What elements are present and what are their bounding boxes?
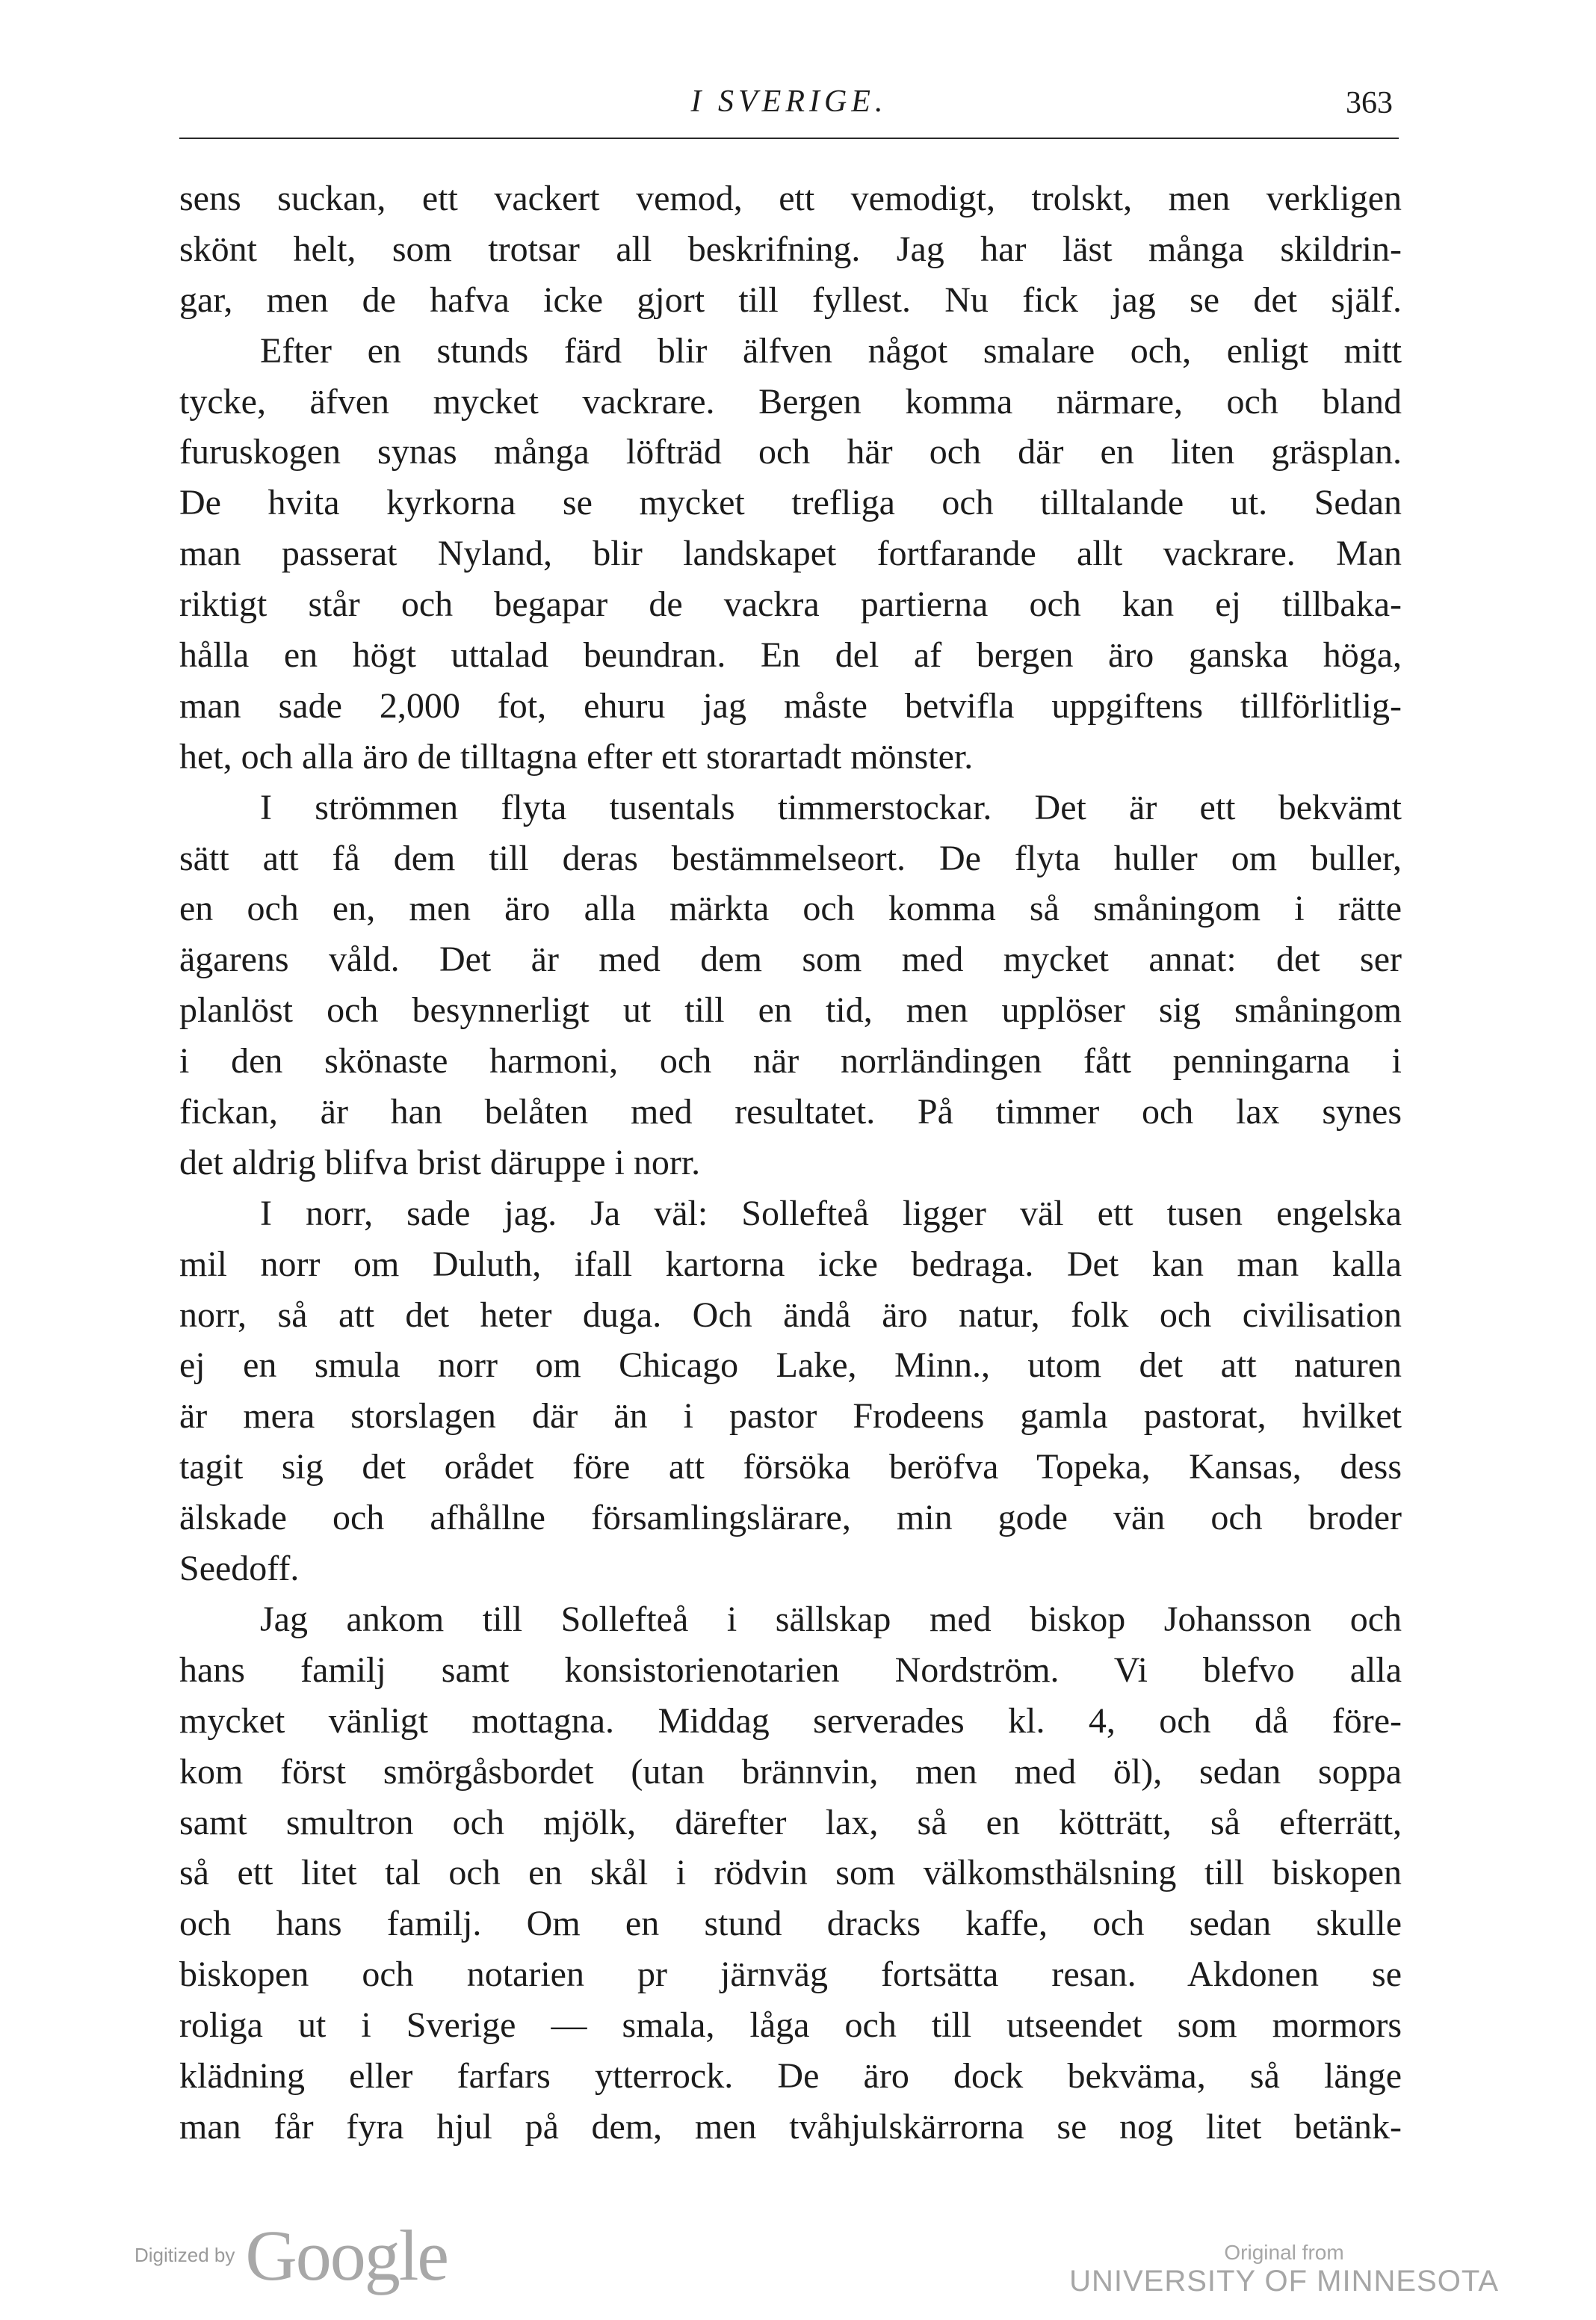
- text-line: samt smultron och mjölk, därefter lax, så en kötträtt, så efterrätt,: [179, 1802, 1402, 1842]
- text-line: sätt att få dem till deras bestämmelseort. De flyta huller om buller,: [179, 838, 1402, 878]
- text-line: i den skönaste harmoni, och när norrländingen fått penningarna i: [179, 1041, 1402, 1082]
- text-line: älskade och afhållne församlingslärare, min gode vän och broder: [179, 1498, 1402, 1538]
- body-text: [179, 173, 1402, 2153]
- text-line: kom först smörgåsbordet (utan brännvin, men med öl), sedan soppa: [179, 1751, 1402, 1792]
- text-line: ej en smula norr om Chicago Lake, Minn., utom det att naturen: [179, 1345, 1402, 1386]
- text-line: De hvita kyrkorna se mycket trefliga och tilltalande ut. Sedan: [179, 483, 1402, 523]
- text-line: mycket vänligt mottagna. Middag serverades kl. 4, och då före-: [179, 1700, 1402, 1741]
- text-line: biskopen och notarien pr järnväg fortsätta resan. Akdonen se: [179, 1955, 1402, 1995]
- text-line: het, och alla äro de tilltagna efter ett storartadt mönster.: [179, 736, 974, 777]
- text-line: fickan, är han belåten med resultatet. På timmer och lax synes: [179, 1092, 1402, 1132]
- text-line: man får fyra hjul på dem, men tvåhjulskärrorna se nog litet betänk-: [179, 2106, 1402, 2147]
- digitized-by-watermark: [134, 2214, 448, 2296]
- text-line: skönt helt, som trotsar all beskrifning. Jag har läst många skildrin-: [179, 229, 1402, 269]
- text-line: hålla en högt uttalad beundran. En del af bergen äro ganska höga,: [179, 635, 1402, 676]
- text-line: man passerat Nyland, blir landskapet fortfarande allt vackrare. Man: [179, 534, 1402, 574]
- text-line: sens suckan, ett vackert vemod, ett vemodigt, trolskt, men verkligen: [179, 179, 1402, 218]
- text-line: norr, så att det heter duga. Och ändå äro natur, folk och civilisation: [179, 1295, 1402, 1335]
- text-line: en och en, men äro alla märkta och komma så småningom i rätte: [179, 889, 1402, 929]
- text-line: planlöst och besynnerligt ut till en tid, men upplöser sig småningom: [179, 990, 1402, 1031]
- text-line: riktigt står och begapar de vackra partierna och kan ej tillbaka-: [179, 584, 1402, 625]
- text-line: är mera storslagen där än i pastor Frodeens gamla pastorat, hvilket: [179, 1396, 1402, 1437]
- digitized-by-label: Digitized by: [134, 2243, 235, 2266]
- text-line: Seedoff.: [179, 1549, 300, 1589]
- google-logo: Google: [245, 2215, 448, 2295]
- text-line: så ett litet tal och en skål i rödvin som välkomsthälsning till biskopen: [179, 1853, 1402, 1893]
- text-line: Efter en stunds färd blir älfven något smalare och, enligt mitt: [260, 330, 1402, 371]
- text-line: I strömmen flyta tusentals timmerstockar. Det är ett bekvämt: [260, 787, 1402, 827]
- text-line: furuskogen synas många löfträd och här och där en liten gräsplan.: [179, 432, 1402, 472]
- text-line: ägarens våld. Det är med dem som med mycket annat: det ser: [179, 940, 1402, 980]
- university-label: UNIVERSITY OF MINNESOTA: [1069, 2265, 1499, 2298]
- text-line: Jag ankom till Sollefteå i sällskap med biskop Johansson och: [260, 1599, 1402, 1639]
- source-watermark: [1069, 2241, 1499, 2298]
- running-head: I SVERIGE.: [690, 84, 888, 119]
- text-line: gar, men de hafva icke gjort till fyllest. Nu fick jag se det själf.: [179, 280, 1402, 320]
- text-line: tagit sig det orådet före att försöka beröfva Topeka, Kansas, dess: [179, 1447, 1402, 1487]
- text-line: och hans familj. Om en stund dracks kaffe, och sedan skulle: [179, 1904, 1402, 1944]
- text-line: hans familj samt konsistorienotarien Nordström. Vi blefvo alla: [179, 1650, 1402, 1690]
- text-line: man sade 2,000 fot, ehuru jag måste betvifla uppgiftens tillförlitlig-: [179, 685, 1402, 726]
- page-number: 363: [1346, 86, 1393, 120]
- page-header: [179, 78, 1399, 139]
- text-line: roliga ut i Sverige — smala, låga och till utseendet som mormors: [179, 2005, 1402, 2046]
- text-line: mil norr om Duluth, ifall kartorna icke bedraga. Det kan man kalla: [179, 1244, 1402, 1284]
- text-line: klädning eller farfars ytterrock. De äro dock bekväma, så länge: [179, 2055, 1402, 2096]
- text-line: det aldrig blifva brist däruppe i norr.: [179, 1142, 701, 1182]
- text-line: I norr, sade jag. Ja väl: Sollefteå ligger väl ett tusen engelska: [260, 1193, 1402, 1233]
- original-from-label: Original from: [1224, 2241, 1344, 2264]
- text-line: tycke, äfven mycket vackrare. Bergen komma närmare, och bland: [179, 381, 1402, 422]
